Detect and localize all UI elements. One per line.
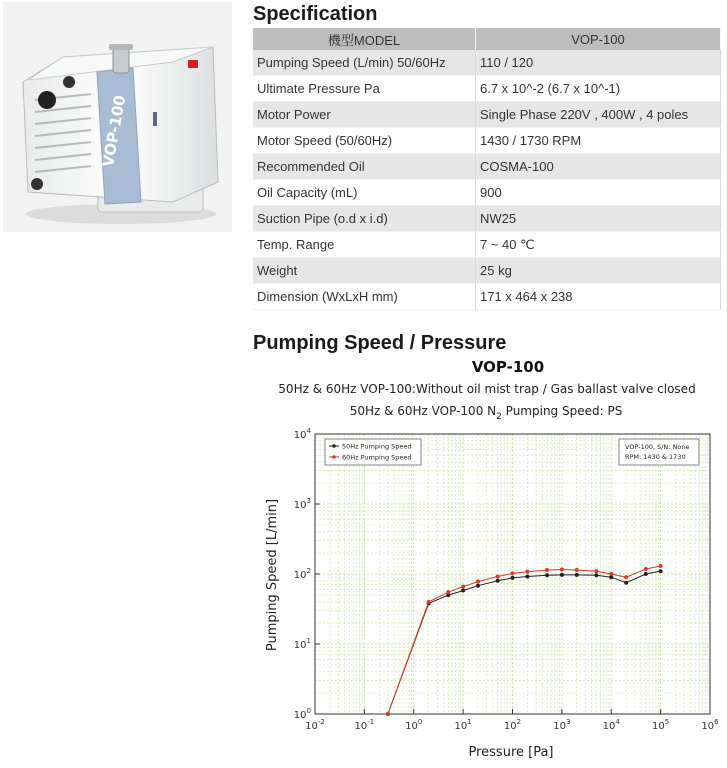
x-tick-label: $10^4$ (602, 718, 620, 732)
y-tick-label: $10^2$ (293, 567, 311, 581)
spec-row (253, 128, 721, 154)
data-point-60hz (461, 585, 465, 589)
product-photo (3, 2, 232, 232)
spec-row (253, 154, 721, 180)
legend-marker-60hz (332, 455, 336, 459)
info-box-line-2: RPM: 1430 & 1730 (625, 453, 686, 461)
spec-row (253, 206, 721, 232)
spec-row (253, 76, 721, 102)
spec-label: Weight (253, 258, 476, 284)
data-point-60hz (496, 575, 500, 579)
info-box-line-1: VOP-100, S/N: None (625, 443, 690, 451)
data-point-50hz (575, 573, 579, 577)
vacuum-pump-illustration (3, 2, 232, 232)
data-point-60hz (446, 590, 450, 594)
data-point-60hz (560, 567, 564, 571)
data-point-60hz (525, 570, 529, 574)
data-point-60hz (594, 569, 598, 573)
data-point-50hz (476, 584, 480, 588)
inlet-port (113, 47, 129, 73)
spec-label: Motor Power (253, 102, 476, 128)
spec-value: NW25 (476, 206, 721, 232)
spec-header-model: 機型MODEL (253, 28, 476, 50)
data-point-60hz (624, 575, 628, 579)
specification-table (253, 28, 721, 310)
spec-header-value: VOP-100 (476, 28, 721, 50)
logo-mark (153, 112, 157, 126)
pumping-speed-heading: Pumping Speed / Pressure (253, 332, 507, 354)
x-tick-label: $10^{-2}$ (305, 718, 325, 732)
spec-label: Pumping Speed (L/min) 50/60Hz (253, 50, 476, 76)
chart-title: VOP-100 (471, 358, 545, 376)
x-tick-label: $10^{-1}$ (354, 718, 375, 732)
chart-legend (325, 439, 421, 465)
data-point-60hz (644, 567, 648, 571)
y-tick-label: $10^0$ (293, 707, 311, 721)
spec-row (253, 102, 721, 128)
y-axis-label: Pumping Speed [L/min] (265, 498, 280, 652)
spec-label: Oil Capacity (mL) (253, 180, 476, 206)
power-switch (188, 60, 198, 68)
x-tick-label: $10^5$ (652, 718, 670, 732)
data-point-50hz (644, 572, 648, 576)
data-point-60hz (609, 572, 613, 576)
spec-label: Temp. Range (253, 232, 476, 258)
oil-cap (38, 91, 56, 109)
drain-plug (31, 178, 43, 190)
data-point-60hz (659, 564, 663, 568)
specification-heading: Specification (253, 3, 378, 25)
x-axis-label: Pressure [Pa] (468, 745, 554, 760)
spec-value: 171 x 464 x 238 (476, 284, 721, 310)
spec-row (253, 180, 721, 206)
spec-label: Dimension (WxLxH mm) (253, 284, 476, 310)
x-tick-label: $10^2$ (503, 718, 522, 732)
gas-ballast-knob (63, 76, 75, 88)
y-tick-label: $10^1$ (293, 637, 311, 651)
data-point-50hz (461, 589, 465, 593)
chart-info-box (619, 439, 699, 465)
chart-subtitle-2-main: 50Hz & 60Hz VOP-100 N (349, 404, 497, 418)
spec-value: 7 ~ 40 ℃ (476, 232, 721, 258)
spec-row (253, 232, 721, 258)
band-label: VOP-100 (98, 93, 130, 169)
spec-label: Ultimate Pressure Pa (253, 76, 476, 102)
y-tick-label: $10^3$ (293, 497, 311, 511)
data-point-60hz (386, 712, 390, 716)
x-tick-label: $10^1$ (454, 718, 472, 732)
x-tick-label: $10^6$ (701, 718, 719, 732)
data-point-60hz (476, 580, 480, 584)
spec-value: 110 / 120 (476, 50, 721, 76)
spec-row (253, 50, 721, 76)
spec-row (253, 258, 721, 284)
data-point-50hz (594, 573, 598, 577)
legend-label-50hz: 50Hz Pumping Speed (342, 442, 412, 451)
spec-value: 1430 / 1730 RPM (476, 128, 721, 154)
spec-header-row (253, 28, 721, 50)
data-point-60hz (427, 600, 431, 604)
data-point-50hz (511, 576, 515, 580)
inlet-flange (109, 44, 133, 50)
pumping-speed-chart (253, 355, 725, 765)
chart-subtitle-2 (350, 404, 623, 422)
x-tick-label: $10^3$ (553, 718, 571, 732)
data-point-50hz (545, 573, 549, 577)
data-point-50hz (496, 579, 500, 583)
chart-subtitle-1: 50Hz & 60Hz VOP-100:Without oil mist trap / Gas ballast valve closed (278, 382, 696, 396)
data-point-50hz (624, 581, 628, 585)
data-point-60hz (545, 568, 549, 572)
spec-value: 6.7 x 10^-2 (6.7 x 10^-1) (476, 76, 721, 102)
spec-value: 900 (476, 180, 721, 206)
spec-label: Suction Pipe (o.d x i.d) (253, 206, 476, 232)
data-point-50hz (560, 573, 564, 577)
legend-label-60hz: 60Hz Pumping Speed (342, 453, 412, 462)
spec-value: Single Phase 220V , 400W , 4 poles (476, 102, 721, 128)
spec-label: Motor Speed (50/60Hz) (253, 128, 476, 154)
chart-subtitle-2-rest: Pumping Speed: PS (501, 404, 623, 418)
data-point-60hz (511, 571, 515, 575)
data-point-50hz (659, 569, 663, 573)
spec-label: Recommended Oil (253, 154, 476, 180)
spec-row (253, 284, 721, 310)
data-point-60hz (575, 568, 579, 572)
spec-value: 25 kg (476, 258, 721, 284)
legend-marker-50hz (332, 444, 336, 448)
chart-subtitle-2-sub: 2 (496, 412, 502, 422)
x-tick-label: $10^0$ (405, 718, 423, 732)
y-tick-label: $10^4$ (293, 427, 311, 441)
spec-value: COSMA-100 (476, 154, 721, 180)
data-point-50hz (525, 575, 529, 579)
